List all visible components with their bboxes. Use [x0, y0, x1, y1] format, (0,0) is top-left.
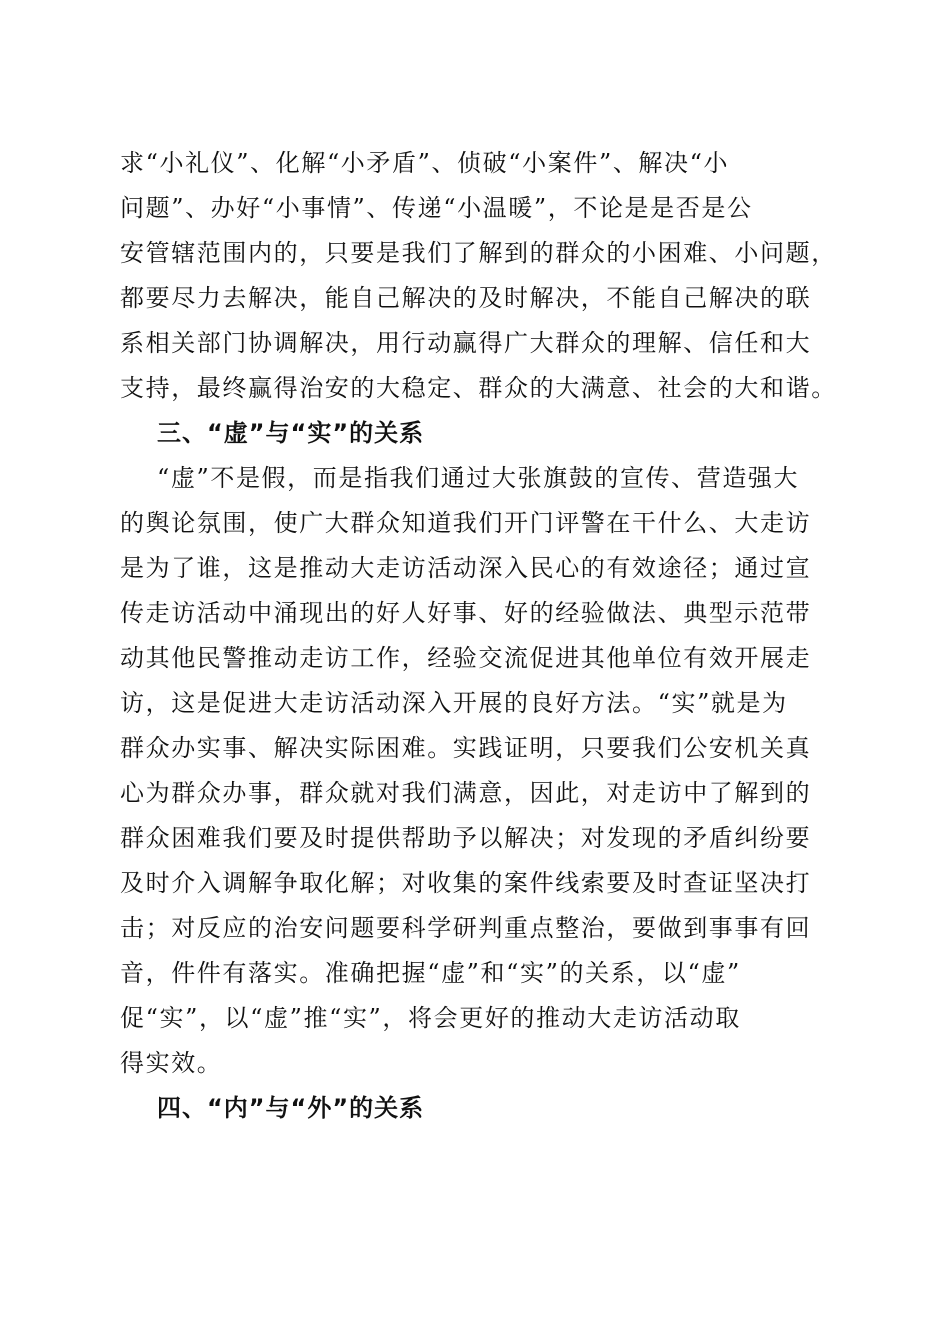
paragraph-line: 音，件件有落实。准确把握“虚”和“实”的关系，以“虚”	[120, 959, 741, 987]
paragraph-line: 动其他民警推动走访工作，经验交流促进其他单位有效开展走	[120, 644, 812, 672]
paragraph-line: 击；对反应的治安问题要科学研判重点整治，要做到事事有回	[120, 914, 812, 942]
paragraph-line: 求“小礼仪”、化解“小矛盾”、侦破“小案件”、解决“小	[120, 149, 730, 177]
paragraph-line: 都要尽力去解决，能自己解决的及时解决，不能自己解决的联	[120, 284, 812, 312]
paragraph-line: 访，这是促进大走访活动深入开展的良好方法。“实”就是为	[120, 689, 788, 717]
paragraph-line: 及时介入调解争取化解；对收集的案件线索要及时查证坚决打	[120, 869, 812, 897]
paragraph-line: 是为了谁，这是推动大走访活动深入民心的有效途径；通过宣	[120, 554, 812, 582]
paragraph-line: “虚”不是假，而是指我们通过大张旗鼓的宣传、营造强大	[157, 464, 800, 492]
paragraph-line: 问题”、办好“小事情”、传递“小温暖”，不论是是否是公	[120, 194, 753, 222]
paragraph-line: 传走访活动中涌现出的好人好事、好的经验做法、典型示范带	[120, 599, 812, 627]
paragraph-line: 心为群众办事，群众就对我们满意，因此，对走访中了解到的	[120, 779, 812, 807]
paragraph-line: 得实效。	[120, 1049, 223, 1077]
paragraph-line: 群众困难我们要及时提供帮助予以解决；对发现的矛盾纠纷要	[120, 824, 812, 852]
paragraph-line: 的舆论氛围，使广大群众知道我们开门评警在干什么、大走访	[120, 509, 812, 537]
paragraph-line: 支持，最终赢得治安的大稳定、群众的大满意、社会的大和谐。	[120, 374, 837, 402]
paragraph-line: 群众办实事、解决实际困难。实践证明，只要我们公安机关真	[120, 734, 812, 762]
paragraph-line: 系相关部门协调解决，用行动赢得广大群众的理解、信任和大	[120, 329, 812, 357]
paragraph-line: 安管辖范围内的，只要是我们了解到的群众的小困难、小问题，	[120, 239, 837, 267]
paragraph-line: 促“实”，以“虚”推“实”，将会更好的推动大走访活动取	[120, 1004, 741, 1032]
section-heading-4: 四、“内”与“外”的关系	[157, 1094, 425, 1122]
section-heading-3: 三、“虚”与“实”的关系	[157, 419, 425, 447]
